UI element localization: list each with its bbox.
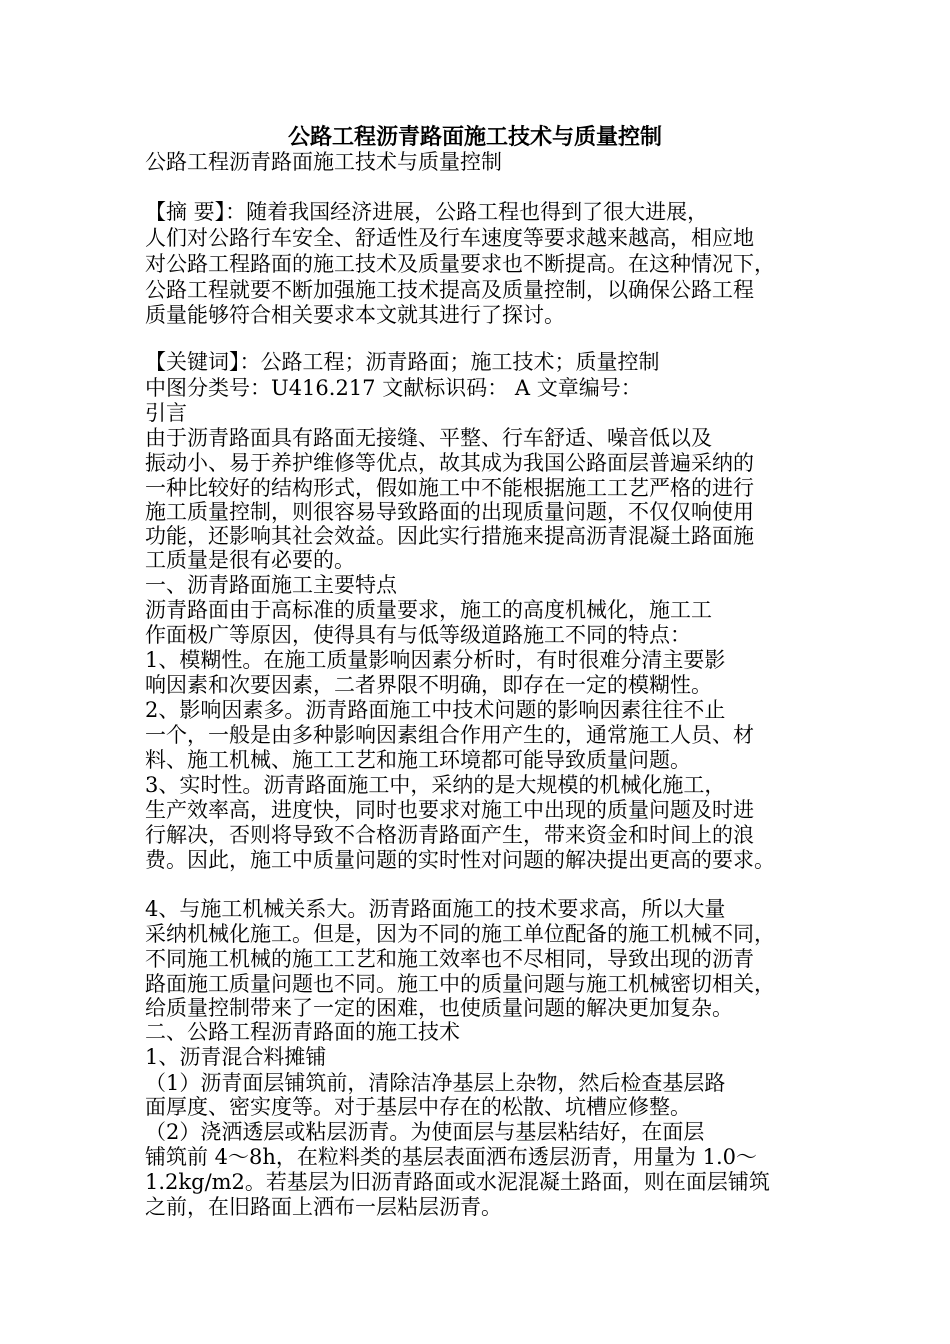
text-line: 2、影响因素多。沥青路面施工中技术问题的影响因素往往不止	[145, 698, 726, 722]
text-line: 功能，还影响其社会效益。因此实行措施来提高沥青混凝土路面施	[145, 524, 754, 548]
text-line: 生产效率高，进度快，同时也要求对施工中出现的质量问题及时进	[145, 798, 754, 822]
text-line: 4、与施工机械关系大。沥青路面施工的技术要求高，所以大量	[145, 897, 726, 921]
text-line: 料、施工机械、施工工艺和施工环境都可能导致质量问题。	[145, 748, 691, 772]
subsection-heading: 1、沥青混合料摊铺	[145, 1045, 327, 1069]
text-line: 【关键词】：公路工程；沥青路面；施工技术；质量控制	[145, 350, 660, 374]
text-line: 路面施工质量问题也不同。施工中的质量问题与施工机械密切相关，	[145, 972, 775, 996]
text-line: 人们对公路行车安全、舒适性及行车速度等要求越来越高，相应地	[145, 226, 754, 250]
text-line: 一种比较好的结构形式，假如施工中不能根据施工工艺严格的进行	[145, 476, 754, 500]
text-line: 一个，一般是由多种影响因素组合作用产生的，通常施工人员、材	[145, 723, 754, 747]
text-line: 之前，在旧路面上洒布一层粘层沥青。	[145, 1195, 502, 1219]
text-line: 面厚度、密实度等。对于基层中存在的松散、坑槽应修整。	[145, 1095, 691, 1119]
section-heading: 一、沥青路面施工主要特点	[145, 573, 397, 597]
text-line: 引言	[145, 401, 187, 425]
document-title: 公路工程沥青路面施工技术与质量控制	[287, 124, 662, 150]
text-line: 施工质量控制，则很容易导致路面的出现质量问题，不仅仅响使用	[145, 500, 754, 524]
text-line: 3、实时性。沥青路面施工中，采纳的是大规模的机械化施工，	[145, 773, 726, 797]
text-line: （2）浇洒透层或粘层沥青。为使面层与基层粘结好，在面层	[145, 1120, 705, 1144]
text-line: 由于沥青路面具有路面无接缝、平整、行车舒适、噪音低以及	[145, 426, 712, 450]
text-line: 作面极广等原因，使得具有与低等级道路施工不同的特点：	[145, 623, 691, 647]
text-line: 对公路工程路面的施工技术及质量要求也不断提高。在这种情况下，	[145, 252, 775, 276]
text-line: 沥青路面由于高标准的质量要求，施工的高度机械化，施工工	[145, 598, 712, 622]
text-line: 公路工程沥青路面施工技术与质量控制	[145, 150, 502, 174]
text-line: 1、模糊性。在施工质量影响因素分析时，有时很难分清主要影	[145, 648, 726, 672]
text-line: 工质量是很有必要的。	[145, 548, 355, 572]
text-line: 【摘 要】：随着我国经济进展，公路工程也得到了很大进展，	[145, 200, 709, 224]
text-line: 行解决，否则将导致不合格沥青路面产生，带来资金和时间上的浪	[145, 823, 754, 847]
text-line: 不同施工机械的施工工艺和施工效率也不尽相同，导致出现的沥青	[145, 947, 754, 971]
text-line: 质量能够符合相关要求本文就其进行了探讨。	[145, 303, 565, 327]
text-line: 费。因此，施工中质量问题的实时性对问题的解决提出更高的要求。	[145, 848, 775, 872]
text-line: 采纳机械化施工。但是，因为不同的施工单位配备的施工机械不同，	[145, 922, 775, 946]
text-line: 1.2kg/m2。若基层为旧沥青路面或水泥混凝土路面，则在面层铺筑	[145, 1170, 770, 1194]
section-heading: 二、公路工程沥青路面的施工技术	[145, 1020, 460, 1044]
text-line: 中图分类号：U416.217 文献标识码： A 文章编号：	[145, 376, 642, 400]
text-line: 给质量控制带来了一定的困难，也使质量问题的解决更加复杂。	[145, 996, 733, 1020]
text-line: 响因素和次要因素，二者界限不明确，即存在一定的模糊性。	[145, 673, 712, 697]
text-line: 振动小、易于养护维修等优点，故其成为我国公路面层普遍采纳的	[145, 451, 754, 475]
text-line: 公路工程就要不断加强施工技术提高及质量控制，以确保公路工程	[145, 278, 754, 302]
text-line: （1）沥青面层铺筑前，清除洁净基层上杂物，然后检查基层路	[145, 1071, 726, 1095]
text-line: 铺筑前 4～8h，在粒料类的基层表面洒布透层沥青，用量为 1.0～	[145, 1145, 757, 1169]
